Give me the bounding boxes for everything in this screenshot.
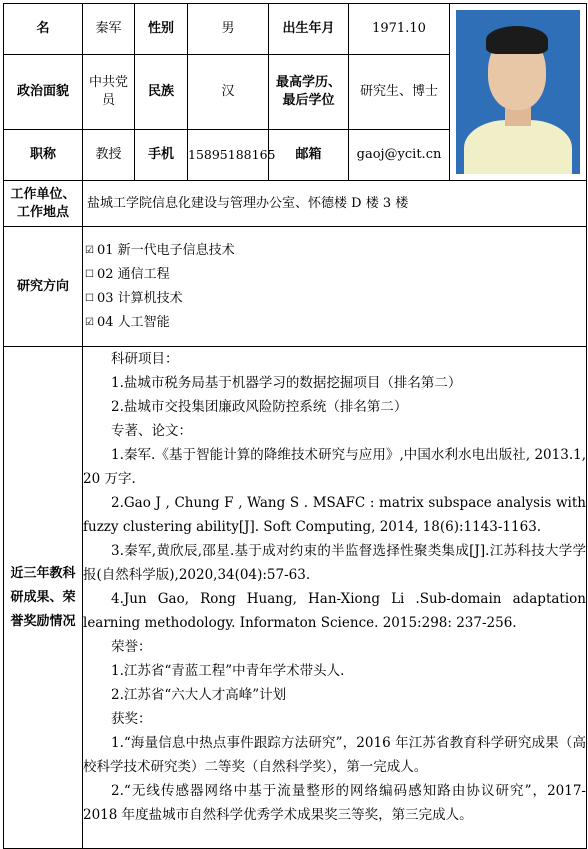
- achievement-line: 2.“无线传感器网络中基于流量整形的网络编码感知路由协议研究”，2017-2018 年度盐城市自然科学优秀学术成果奖三等奖，第三完成人。: [83, 783, 586, 823]
- phone-label: 手机: [135, 130, 188, 181]
- title-label: 职称: [4, 130, 83, 181]
- name-value: 秦军: [83, 4, 135, 55]
- section-heading: 荣誉：: [111, 639, 152, 655]
- email-label: 邮箱: [269, 130, 349, 181]
- research-option-text: 01 新一代电子信息技术: [96, 242, 235, 258]
- work-label: 工作单位、工作地点: [4, 181, 83, 227]
- section-heading: 专著、论文：: [111, 423, 192, 439]
- research-option: [83, 263, 586, 287]
- education-label: 最高学历、最后学位: [269, 54, 349, 130]
- political-label: 政治面貌: [4, 54, 83, 130]
- achievement-line: 1.秦军.《基于智能计算的降维技术研究与应用》,中国水利水电出版社, 2013.1, 20 万字.: [83, 447, 586, 487]
- research-label: 研究方向: [4, 227, 83, 347]
- phone-value: 15895188165: [188, 130, 269, 181]
- gender-label: 性别: [135, 4, 188, 55]
- achievements-label: 近三年教科研成果、荣誉奖励情况: [4, 347, 83, 849]
- achievement-line: 1.江苏省“青蓝工程”中青年学术带头人.: [111, 663, 345, 679]
- research-option: [83, 311, 586, 335]
- email-value: gaoj@ycit.cn: [349, 130, 450, 181]
- work-value: 盐城工学院信息化建设与管理办公室、怀德楼 D 楼 3 楼: [83, 181, 587, 227]
- photo-cell: [450, 4, 587, 181]
- achievement-line: 2.江苏省“六大人才高峰”计划: [111, 687, 287, 703]
- research-option-text: 03 计算机技术: [96, 290, 183, 306]
- profile-photo: [456, 10, 580, 174]
- title-value: 教授: [83, 130, 135, 181]
- section-heading: 获奖：: [111, 711, 152, 727]
- checkbox-icon[interactable]: ☐: [85, 269, 94, 280]
- achievements-content: [83, 347, 587, 849]
- ethnic-label: 民族: [135, 54, 188, 130]
- research-option: [83, 287, 586, 311]
- birth-label: 出生年月: [269, 4, 349, 55]
- checkbox-icon[interactable]: ☐: [85, 293, 94, 304]
- ethnic-value: 汉: [188, 54, 269, 130]
- research-options: [83, 227, 587, 347]
- section-heading: 科研项目：: [111, 351, 179, 367]
- achievement-line: 4.Jun Gao, Rong Huang, Han-Xiong Li .Sub-domain adaptation learning methodology. Informaton Science. 2015:298: 237-256.: [83, 591, 586, 631]
- name-label: 名: [4, 4, 83, 55]
- political-value: 中共党员: [83, 54, 135, 130]
- research-option: [83, 239, 586, 263]
- achievement-line: 3.秦军,黄欣辰,邵星.基于成对约束的半监督选择性聚类集成[J].江苏科技大学学报(自然科学版),2020,34(04):57-63.: [83, 543, 586, 583]
- achievement-line: 2.盐城市交投集团廉政风险防控系统（排名第二）: [111, 399, 408, 415]
- birth-value: 1971.10: [349, 4, 450, 55]
- checkbox-icon[interactable]: ☑: [85, 245, 94, 256]
- research-option-text: 04 人工智能: [96, 314, 170, 330]
- gender-value: 男: [188, 4, 269, 55]
- achievement-line: 2.Gao J , Chung F , Wang S . MSAFC : matrix subspace analysis with fuzzy clustering ability[J]. Soft Computing, 2014, 18(6):1143-1163.: [83, 495, 586, 535]
- achievement-line: 1.盐城市税务局基于机器学习的数据挖掘项目（排名第二）: [111, 375, 462, 391]
- checkbox-icon[interactable]: ☑: [85, 317, 94, 328]
- research-option-text: 02 通信工程: [96, 266, 170, 282]
- achievement-line: 1.“海量信息中热点事件跟踪方法研究”，2016 年江苏省教育科学研究成果（高校科学技术研究类）二等奖（自然科学奖），第一完成人。: [83, 735, 586, 775]
- profile-form-table: [3, 3, 587, 849]
- education-value: 研究生、博士: [349, 54, 450, 130]
